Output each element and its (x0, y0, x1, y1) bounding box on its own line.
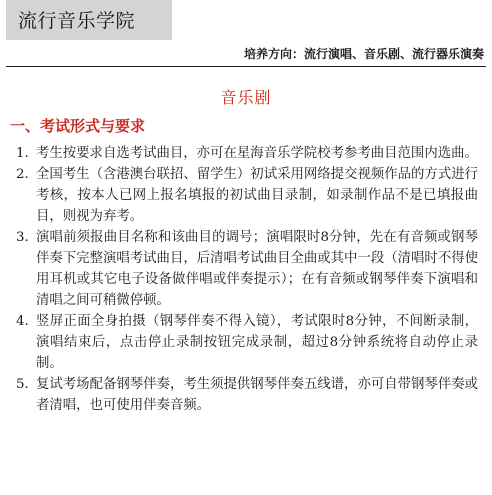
section-title: 音乐剧 (220, 88, 272, 107)
subsection-heading: 一、考试形式与要求 (10, 117, 146, 135)
item-text: 演唱前须报曲目名称和该曲目的调号；演唱限时8分钟，先在有音频或钢琴伴奏下完整演唱考试曲目，后清唱考试曲目全曲或其中一段（清唱时不得使用耳机或其它电子设备做伴唱或伴奏提示）；在有音频或钢琴伴奏下演唱和清唱之间可稍微停顿。 (36, 230, 478, 308)
item-text: 竖屏正面全身拍摄（钢琴伴奏不得入镜），考试限时8分钟，不间断录制，演唱结束后，点击停止录制按钮完成录制，超过8分钟系统将自动停止录制。 (36, 314, 478, 371)
list-item (16, 227, 478, 311)
item-text: 考生按要求自选考试曲目，亦可在星海音乐学院校考参考曲目范围内选曲。 (36, 146, 478, 161)
item-text: 复试考场配备钢琴伴奏，考生须提供钢琴伴奏五线谱，亦可自带钢琴伴奏或者清唱，也可使用伴奏音频。 (36, 377, 478, 413)
header-divider (6, 66, 486, 67)
item-number: 5. (16, 377, 29, 392)
training-directions: 培养方向：流行演唱、音乐剧、流行器乐演奏 (243, 47, 484, 61)
school-name: 流行音乐学院 (18, 10, 136, 32)
list-item (16, 374, 478, 416)
list-item (16, 164, 478, 227)
item-text: 全国考生（含港澳台联招、留学生）初试采用网络提交视频作品的方式进行考核，按本人已网上报名填报的初试曲目录制，如录制作品不是已填报曲目，则视为弃考。 (36, 167, 478, 224)
list-item (16, 311, 478, 374)
item-number: 4. (16, 314, 29, 329)
list-item (16, 143, 478, 164)
school-name-tab (6, 0, 172, 40)
item-number: 1. (16, 146, 29, 161)
item-number: 3. (16, 230, 29, 245)
requirements-list (16, 143, 478, 416)
item-number: 2. (16, 167, 29, 182)
